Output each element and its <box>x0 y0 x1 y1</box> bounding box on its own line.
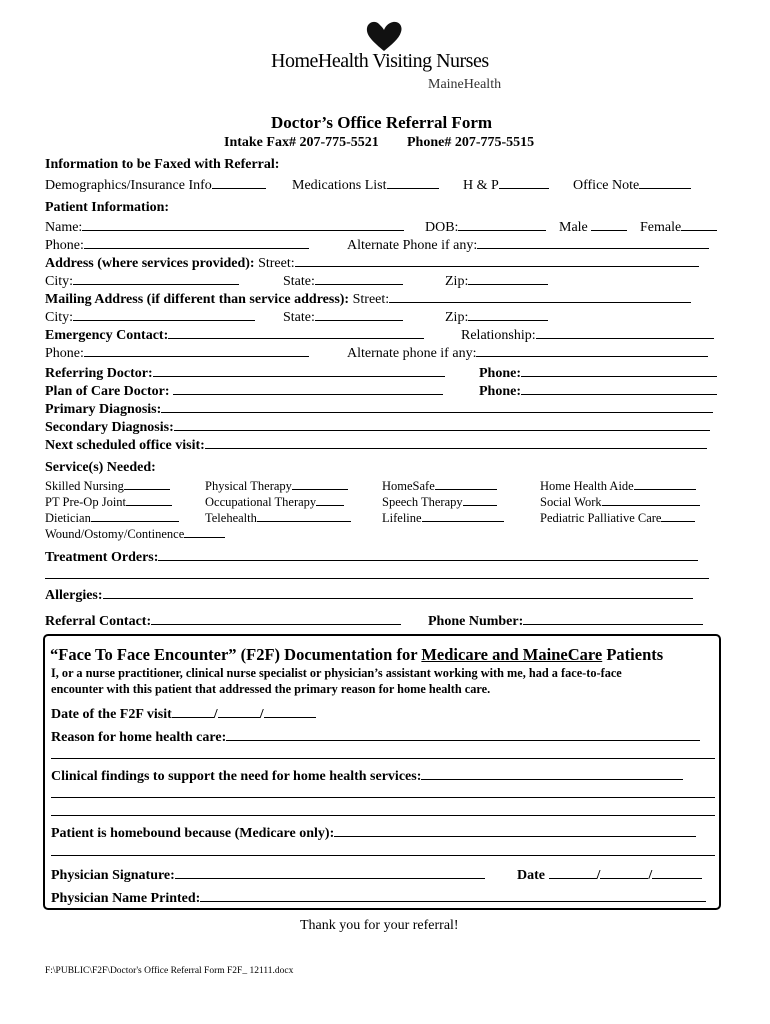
service-wound[interactable]: Wound/Ostomy/Continence <box>45 525 225 542</box>
emergency-phone-field[interactable]: Phone: <box>45 344 309 362</box>
service-occupational-therapy[interactable]: Occupational Therapy <box>205 493 344 510</box>
intake-fax: Intake Fax# 207-775-5521 <box>224 135 379 150</box>
f2f-attestation-1: I, or a nurse practitioner, clinical nurse specialist or physician’s assistant working with me, had a face-to-face <box>51 666 622 680</box>
services-heading: Service(s) Needed: <box>45 460 156 475</box>
mailing-state-field[interactable]: State: <box>283 308 403 326</box>
plan-phone-field[interactable]: Phone: <box>479 382 717 400</box>
plan-of-care-doctor-field[interactable]: Plan of Care Doctor: <box>45 382 443 400</box>
fax-item-demographics[interactable]: Demographics/Insurance Info <box>45 176 266 194</box>
page-title: Doctor’s Office Referral Form <box>271 113 493 132</box>
reason-line-2[interactable] <box>51 758 715 759</box>
relationship-field[interactable]: Relationship: <box>461 326 714 344</box>
secondary-diagnosis-field[interactable]: Secondary Diagnosis: <box>45 418 710 436</box>
patient-phone-field[interactable]: Phone: <box>45 236 309 254</box>
treatment-orders-field[interactable]: Treatment Orders: <box>45 548 698 566</box>
alt-phone-field[interactable]: Alternate Phone if any: <box>347 236 709 254</box>
service-speech-therapy[interactable]: Speech Therapy <box>382 493 497 510</box>
physician-signature-field[interactable]: Physician Signature: <box>51 866 485 884</box>
state-field[interactable]: State: <box>283 272 403 290</box>
referral-contact-field[interactable]: Referral Contact: <box>45 612 401 630</box>
clinical-findings-field[interactable]: Clinical findings to support the need for home health services: <box>51 767 683 785</box>
emergency-alt-phone-field[interactable]: Alternate phone if any: <box>347 344 708 362</box>
service-lifeline[interactable]: Lifeline <box>382 509 504 526</box>
service-homesafe[interactable]: HomeSafe <box>382 477 497 494</box>
logo-name: HomeHealth Visiting Nurses <box>271 50 489 72</box>
service-social-work[interactable]: Social Work <box>540 493 700 510</box>
zip-field[interactable]: Zip: <box>445 272 548 290</box>
fax-item-medications[interactable]: Medications List <box>292 176 439 194</box>
patient-name-field[interactable]: Name: <box>45 218 404 236</box>
homebound-reason-field[interactable]: Patient is homebound because (Medicare only): <box>51 824 696 842</box>
referring-doctor-field[interactable]: Referring Doctor: <box>45 364 445 382</box>
service-home-health-aide[interactable]: Home Health Aide <box>540 477 696 494</box>
fax-item-hp[interactable]: H & P <box>463 176 549 194</box>
male-field[interactable]: Male <box>559 218 627 236</box>
f2f-attestation-2: encounter with this patient that addressed the primary reason for home health care. <box>51 682 491 696</box>
file-path-footer: F:\PUBLIC\F2F\Doctor's Office Referral Form F2F_ 12111.docx <box>45 966 294 976</box>
f2f-visit-date-field[interactable]: Date of the F2F visit / / <box>51 705 316 723</box>
service-dietician[interactable]: Dietician <box>45 509 179 526</box>
service-physical-therapy[interactable]: Physical Therapy <box>205 477 348 494</box>
heart-logo-icon <box>364 19 404 53</box>
signature-date-field[interactable]: Date / / <box>517 866 702 884</box>
fax-item-office-note[interactable]: Office Note <box>573 176 691 194</box>
f2f-title: “Face To Face Encounter” (F2F) Documentation for Medicare and MaineCare Patients <box>50 645 664 664</box>
intake-phone: Phone# 207-775-5515 <box>407 135 535 150</box>
female-field[interactable]: Female <box>640 218 717 236</box>
allergies-field[interactable]: Allergies: <box>45 586 693 604</box>
primary-diagnosis-field[interactable]: Primary Diagnosis: <box>45 400 713 418</box>
service-pt-pre-op[interactable]: PT Pre-Op Joint <box>45 493 172 510</box>
service-skilled-nursing[interactable]: Skilled Nursing <box>45 477 170 494</box>
next-visit-field[interactable]: Next scheduled office visit: <box>45 436 707 454</box>
dob-field[interactable]: DOB: <box>425 218 546 236</box>
phone-number-field[interactable]: Phone Number: <box>428 612 703 630</box>
mailing-address-field[interactable]: Mailing Address (if different than service address): Street: <box>45 290 691 308</box>
patient-info-heading: Patient Information: <box>45 200 170 215</box>
thank-you-text: Thank you for your referral! <box>300 918 459 933</box>
homebound-line-2[interactable] <box>51 855 715 856</box>
logo-sub: MaineHealth <box>428 77 502 92</box>
fax-info-heading: Information to be Faxed with Referral: <box>45 157 280 172</box>
service-telehealth[interactable]: Telehealth <box>205 509 351 526</box>
mailing-zip-field[interactable]: Zip: <box>445 308 548 326</box>
referring-phone-field[interactable]: Phone: <box>479 364 717 382</box>
clinical-line-3[interactable] <box>51 815 715 816</box>
treatment-orders-line-2[interactable] <box>45 578 709 579</box>
mailing-city-field[interactable]: City: <box>45 308 255 326</box>
city-field[interactable]: City: <box>45 272 239 290</box>
emergency-contact-field[interactable]: Emergency Contact: <box>45 326 424 344</box>
service-address-field[interactable]: Address (where services provided): Street: <box>45 254 699 272</box>
clinical-line-2[interactable] <box>51 797 715 798</box>
physician-name-printed-field[interactable]: Physician Name Printed: <box>51 889 706 907</box>
reason-home-health-field[interactable]: Reason for home health care: <box>51 728 700 746</box>
service-pediatric-palliative[interactable]: Pediatric Palliative Care <box>540 509 695 526</box>
